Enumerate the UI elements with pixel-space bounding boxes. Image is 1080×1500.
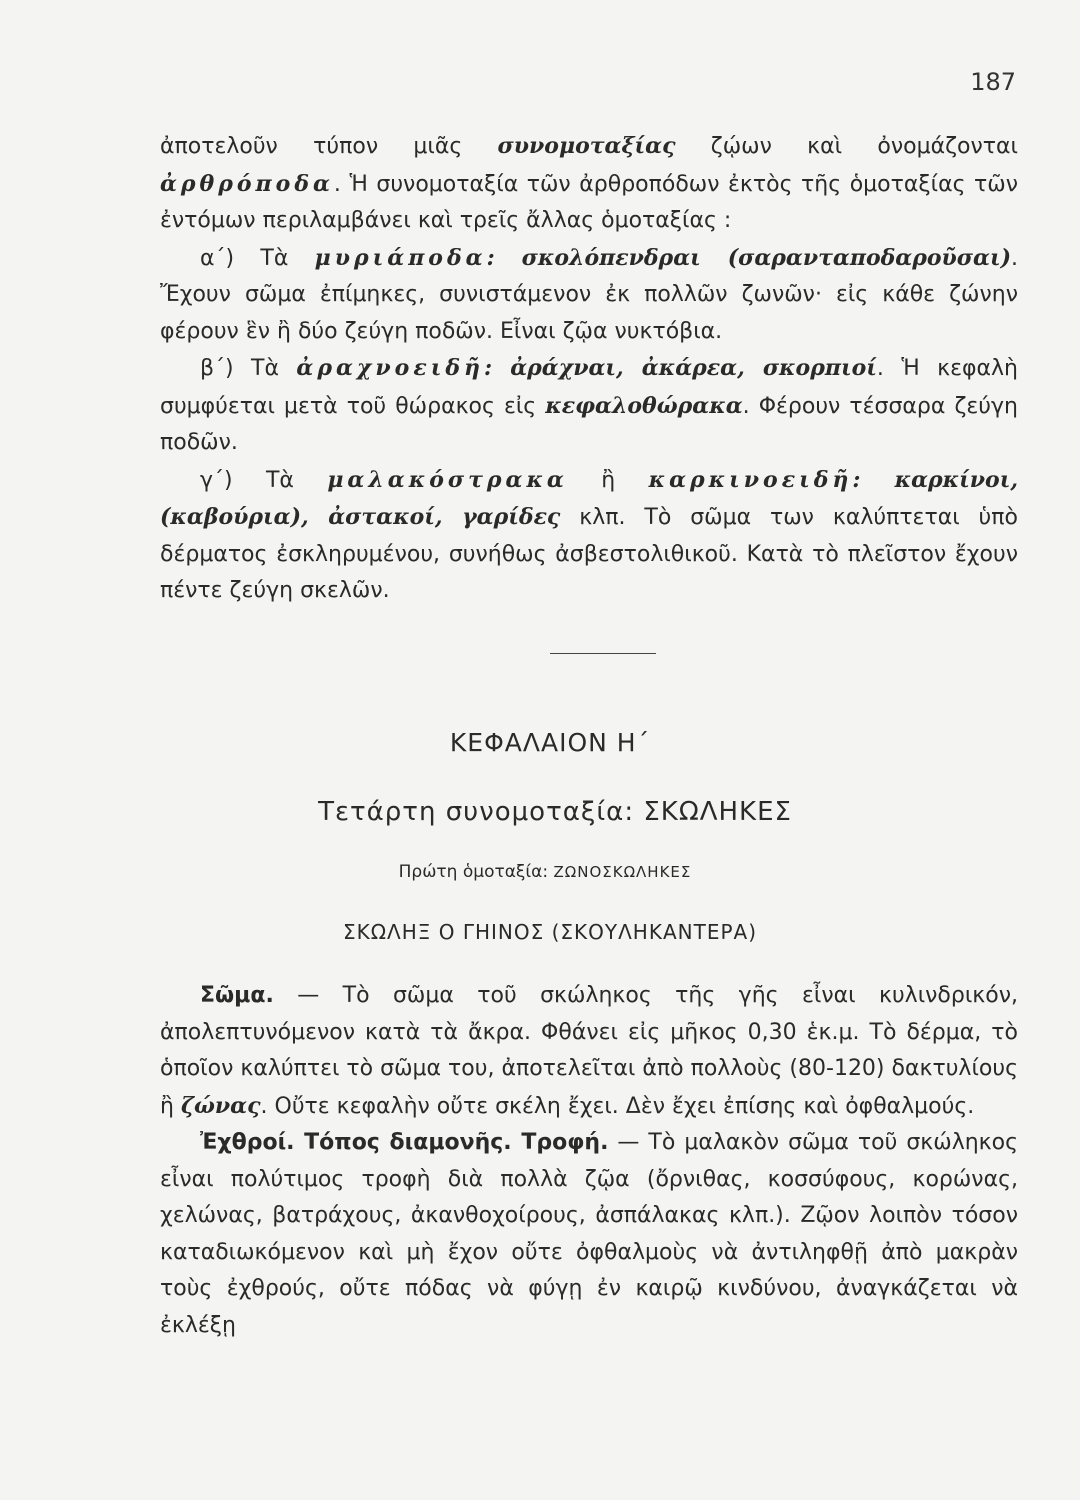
- chapter-title: ΚΕΦΑΛΑΙΟΝ Η΄: [449, 728, 651, 757]
- item-label: β΄) Τὰ: [200, 356, 297, 381]
- term-myriapoda: μυριάποδα: [314, 244, 487, 271]
- page-number: 187: [970, 68, 1016, 96]
- crustacea-paragraph: [160, 462, 1018, 610]
- earthworm-text-block: [160, 978, 1018, 1344]
- section-divider: [550, 653, 656, 654]
- term-zones: ζώνας: [180, 1092, 261, 1119]
- term-synomotaxia: συνομοταξίας: [497, 133, 676, 159]
- item-label: α΄) Τὰ: [200, 245, 315, 271]
- text-run: . Ἡ συνομοταξία τῶν ἀρθροπόδων ἐκτὸς τῆς ὁμοταξίας τῶν ἐντόμων περιλαμβάνει καὶ τρεῖς ἄλλας ὁμοταξίας :: [160, 171, 1018, 233]
- text-run: ἢ: [567, 467, 649, 493]
- arachnida-paragraph: [160, 350, 1018, 462]
- text-run: . Φέρουν τέσσαρα ζεύγη ποδῶν.: [160, 393, 1018, 455]
- text-run: . Ἔχουν σῶμα ἐπίμηκες, συνιστάμενον ἐκ πολλῶν ζωνῶν· εἰς κάθε ζώνην φέρουν ἓν ἢ δύο ζεύγη ποδῶν. Εἶναι ζῷα νυκτόβια.: [160, 245, 1018, 344]
- text-run: κλπ. Τὸ σῶμα των καλύπτεται ὑπὸ δέρματος ἐσκληρυμένου, συνήθως ἀσβεστολιθικοῦ. Κατὰ τὸ πλεῖστον ἔχουν πέντε ζεύγη σκελῶν.: [160, 505, 1018, 603]
- term-malakostraka: μαλακόστρακα: [327, 466, 568, 493]
- species-title: ΣΚΩΛΗΞ Ο ΓΗΙΝΟΣ (ΣΚΟΥΛΗΚΑΝΤΕΡΑ): [342, 920, 758, 944]
- text-run: . Οὔτε κεφαλὴν οὔτε σκέλη ἔχει. Δὲν ἔχει ἐπίσης καὶ ὀφθαλμούς.: [260, 1093, 975, 1119]
- item-label: γ΄) Τὰ: [200, 467, 328, 493]
- text-run: — Τὸ σῶμα τοῦ σκώληκος τῆς γῆς εἶναι κυλινδρικόν, ἀπολεπτυνόμενον κατὰ τὰ ἄκρα. Φθάνει εἰς μῆκος 0,30 ἑκ.μ. Τὸ δέρμα, τὸ ὁποῖον καλύπτει τὸ σῶμα του, ἀποτελεῖται ἀπὸ πολλοὺς (80-120) δακτυλίους ἢ: [160, 983, 1018, 1119]
- term-crustacean-examples: : καρκίνοι, (καβούρια), ἀστακοί, γαρίδες: [160, 466, 1019, 530]
- section-heading-body: Σῶμα.: [200, 983, 274, 1008]
- term-arthropoda: ἀρθρόποδα: [160, 170, 334, 197]
- text-run: ἀποτελοῦν τύπον μιᾶς: [160, 134, 498, 159]
- text-run: ζῴων καὶ ὀνομάζονται: [675, 134, 1018, 159]
- myriapoda-paragraph: [160, 240, 1018, 351]
- arthropod-text-block: [160, 128, 1018, 610]
- class-name: ΖΩΝΟΣΚΩΛΗΚΕΣ: [553, 863, 692, 881]
- phylum-title: Τετάρτη συνομοταξία: ΣΚΩΛΗΚΕΣ: [318, 797, 792, 827]
- term-arachnoeidi: ἀραχνοειδῆ: [296, 355, 485, 381]
- term-karkinoeidi: καρκινοειδῆ: [648, 466, 853, 493]
- term-arachnid-examples: : ἀράχναι, ἀκάρεα, σκορπιοί: [484, 355, 877, 381]
- class-prefix: Πρώτη ὁμοταξία:: [398, 862, 554, 882]
- section-heading-enemies: Ἐχθροί. Τόπος διαμονῆς. Τροφή.: [200, 1130, 609, 1155]
- term-cephalothorax: κεφαλοθώρακα: [545, 392, 743, 419]
- intro-paragraph: [160, 128, 1018, 240]
- class-title: [5, 862, 1080, 882]
- term-myriapoda-examples: : σκολόπενδραι (σαρανταποδαροῦσαι): [486, 244, 1011, 271]
- text-run: — Τὸ μαλακὸν σῶμα τοῦ σκώληκος εἶναι πολύτιμος τροφὴ διὰ πολλὰ ζῷα (ὄρνιθας, κοσσύφους, κορώνας, χελώνας, βατράχους, ἀκανθοχοίρους, ἀσπάλακας κλπ.). Ζῷον λοιπὸν τόσον καταδιωκόμενον καὶ μὴ ἔχον οὔτε ὀφθαλμοὺς νὰ ἀντιληφθῇ ἀπὸ μακρὰν τοὺς ἐχθρούς, οὔτε πόδας νὰ φύγῃ ἐν καιρῷ κινδύνου, ἀναγκάζεται νὰ ἐκλέξῃ: [160, 1130, 1018, 1338]
- enemies-section-paragraph: [160, 1125, 1018, 1344]
- text-run: . Ἡ κεφαλὴ συμφύεται μετὰ τοῦ θώρακος εἰς: [160, 356, 1018, 419]
- body-section-paragraph: [160, 978, 1018, 1125]
